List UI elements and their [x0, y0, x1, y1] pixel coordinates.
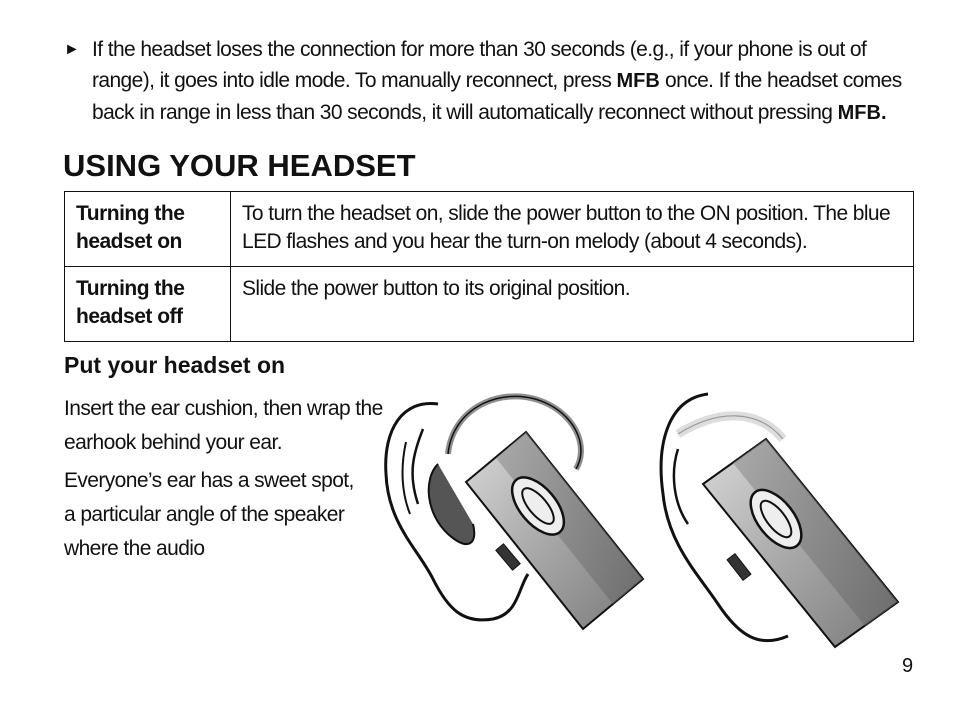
subsection-title: Put your headset on — [64, 352, 286, 378]
description-cell: Slide the power button to its original position. — [231, 267, 914, 342]
section-title: USING YOUR HEADSET — [63, 148, 416, 183]
page-number: 9 — [902, 655, 914, 677]
bullet-text — [92, 34, 924, 129]
bullet-note — [64, 34, 924, 129]
arrow-bullet-icon: ► — [64, 41, 80, 58]
headset-on-ear-illustration — [378, 374, 912, 664]
instruction-paragraph: Insert the ear cushion, then wrap the earhook behind your ear. — [64, 397, 383, 454]
sweet-spot-paragraph: Everyone’s ear has a sweet spot, a particular angle of the speaker where the audio — [64, 469, 354, 560]
action-cell: Turning the headset off — [65, 267, 231, 342]
table-row — [65, 267, 914, 342]
mfb-label-1: MFB — [616, 70, 660, 92]
mfb-label-2: MFB. — [837, 102, 887, 124]
description-cell: To turn the headset on, slide the power button to the ON position. The blue LED flashes and you hear the turn-on melody (about 4 seconds). — [231, 192, 914, 267]
bullet-text-part1: If the headset loses the connection for more than 30 seconds (e.g., if your phone is out of range), it goes into idle mode. To manually reconnect, press — [92, 38, 867, 92]
left-ear-view — [386, 396, 643, 629]
action-cell: Turning the headset on — [65, 192, 231, 267]
table-row — [65, 192, 914, 267]
bullet-text-part2: once. If the headset comes back in range in less than 30 seconds, it will automatically reconnect without pressing — [92, 69, 902, 124]
operations-table — [64, 191, 914, 342]
right-ear-view — [661, 394, 898, 647]
